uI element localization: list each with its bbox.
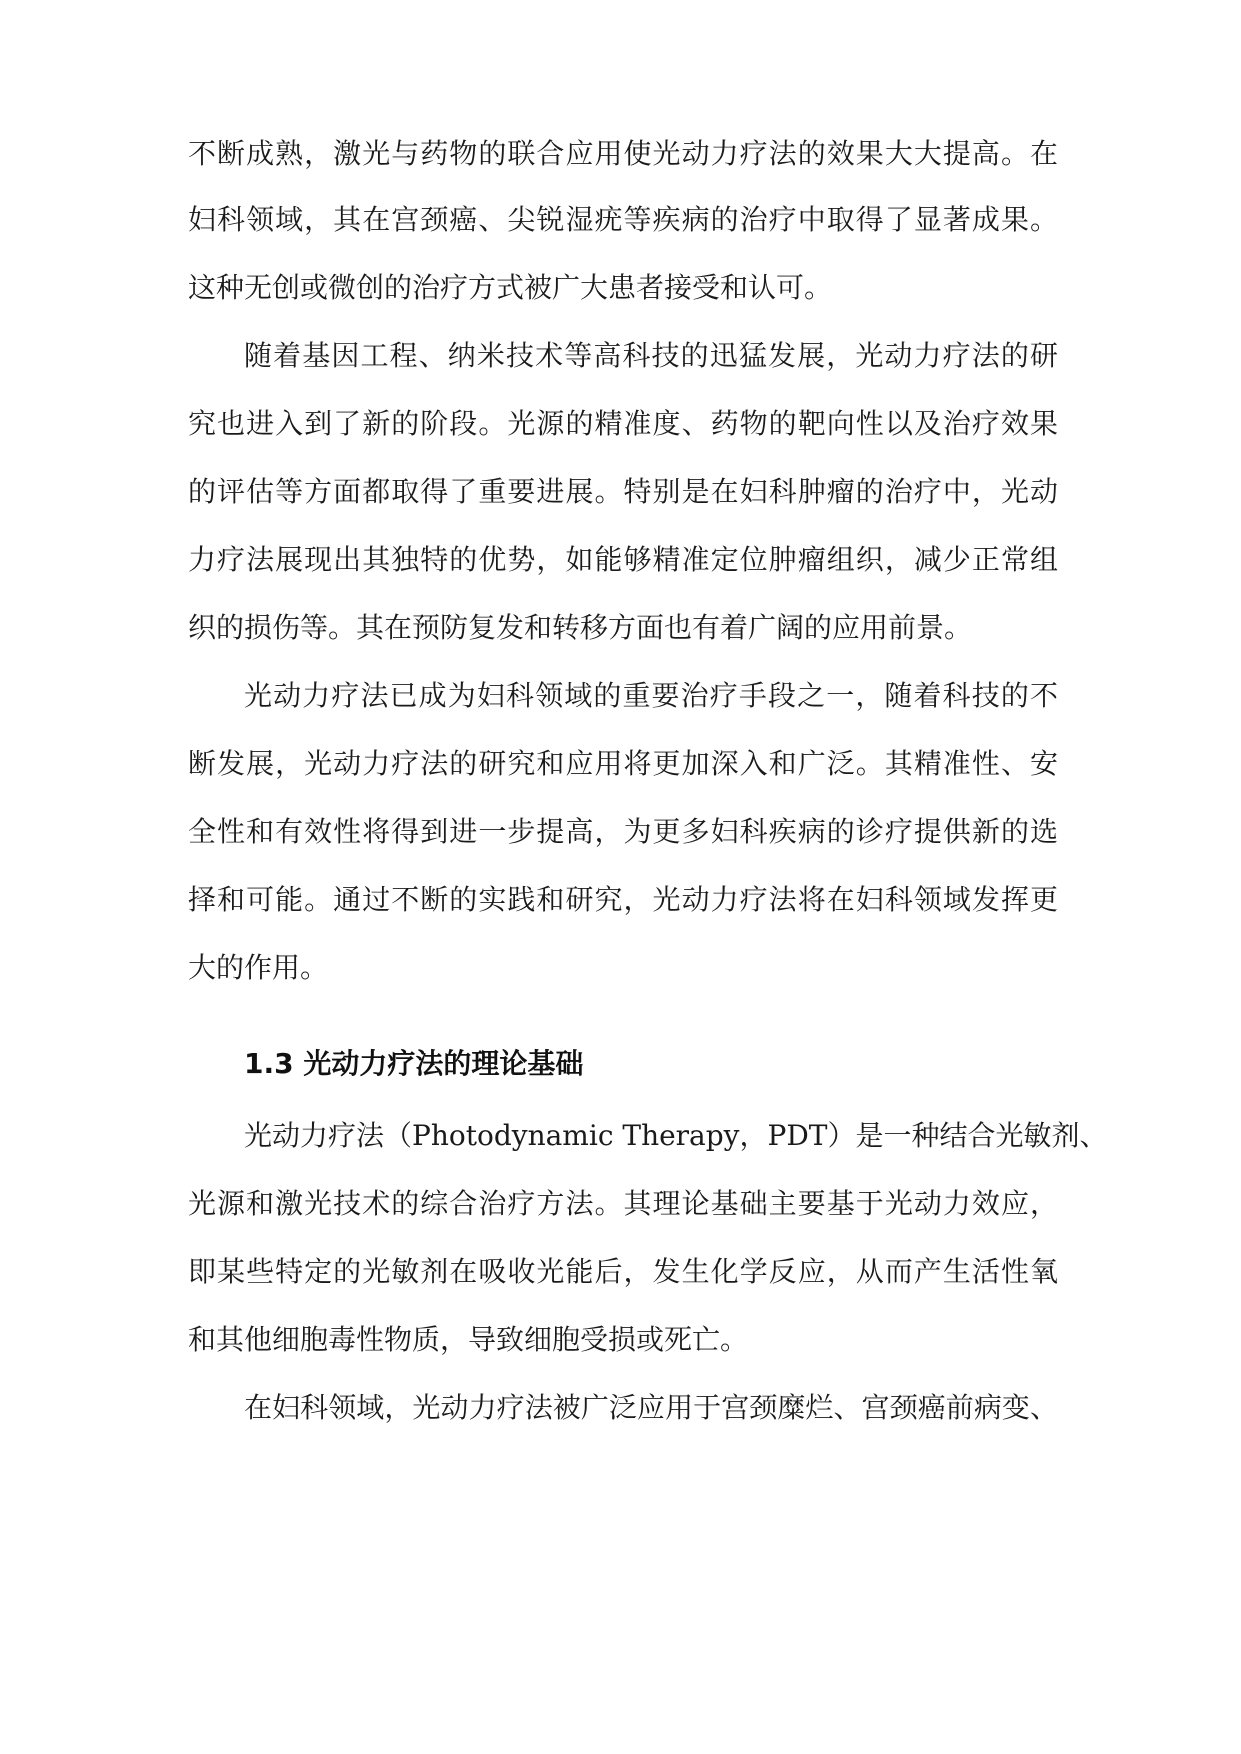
section-paragraph-1-line-2: 光源和激光技术的综合治疗方法。其理论基础主要基于光动力效应，	[188, 1187, 1058, 1220]
paragraph-2-line-1: 随着基因工程、纳米技术等高科技的迅猛发展，光动力疗法的研	[244, 339, 1058, 372]
paragraph-1-line-2: 妇科领域，其在宫颈癌、尖锐湿疣等疾病的治疗中取得了显著成果。	[188, 203, 1058, 236]
paragraph-3-line-2: 断发展，光动力疗法的研究和应用将更加深入和广泛。其精准性、安	[188, 747, 1058, 780]
paragraph-3-line-1: 光动力疗法已成为妇科领域的重要治疗手段之一，随着科技的不	[244, 679, 1058, 712]
paragraph-2-line-4: 力疗法展现出其独特的优势，如能够精准定位肿瘤组织，减少正常组	[188, 543, 1058, 576]
paragraph-1-line-1: 不断成熟，激光与药物的联合应用使光动力疗法的效果大大提高。在	[188, 137, 1058, 170]
paragraph-3-line-5: 大的作用。	[188, 951, 329, 984]
paragraph-3-line-4: 择和可能。通过不断的实践和研究，光动力疗法将在妇科领域发挥更	[188, 883, 1058, 916]
paragraph-1-line-3: 这种无创或微创的治疗方式被广大患者接受和认可。	[188, 271, 833, 304]
section-paragraph-1-line-1: 光动力疗法（Photodynamic Therapy，PDT）是一种结合光敏剂、	[244, 1119, 1108, 1152]
section-paragraph-1-line-4: 和其他细胞毒性物质，导致细胞受损或死亡。	[188, 1323, 749, 1356]
paragraph-2-line-5: 织的损伤等。其在预防复发和转移方面也有着广阔的应用前景。	[188, 611, 973, 644]
section-paragraph-2-line-1: 在妇科领域，光动力疗法被广泛应用于宫颈糜烂、宫颈癌前病变、	[244, 1391, 1058, 1424]
section-heading: 1.3 光动力疗法的理论基础	[244, 1047, 584, 1080]
paragraph-3-line-3: 全性和有效性将得到进一步提高，为更多妇科疾病的诊疗提供新的选	[188, 815, 1058, 848]
section-paragraph-1-line-3: 即某些特定的光敏剂在吸收光能后，发生化学反应，从而产生活性氧	[188, 1255, 1058, 1288]
paragraph-2-line-3: 的评估等方面都取得了重要进展。特别是在妇科肿瘤的治疗中，光动	[188, 475, 1058, 508]
paragraph-2-line-2: 究也进入到了新的阶段。光源的精准度、药物的靶向性以及治疗效果	[188, 407, 1058, 440]
